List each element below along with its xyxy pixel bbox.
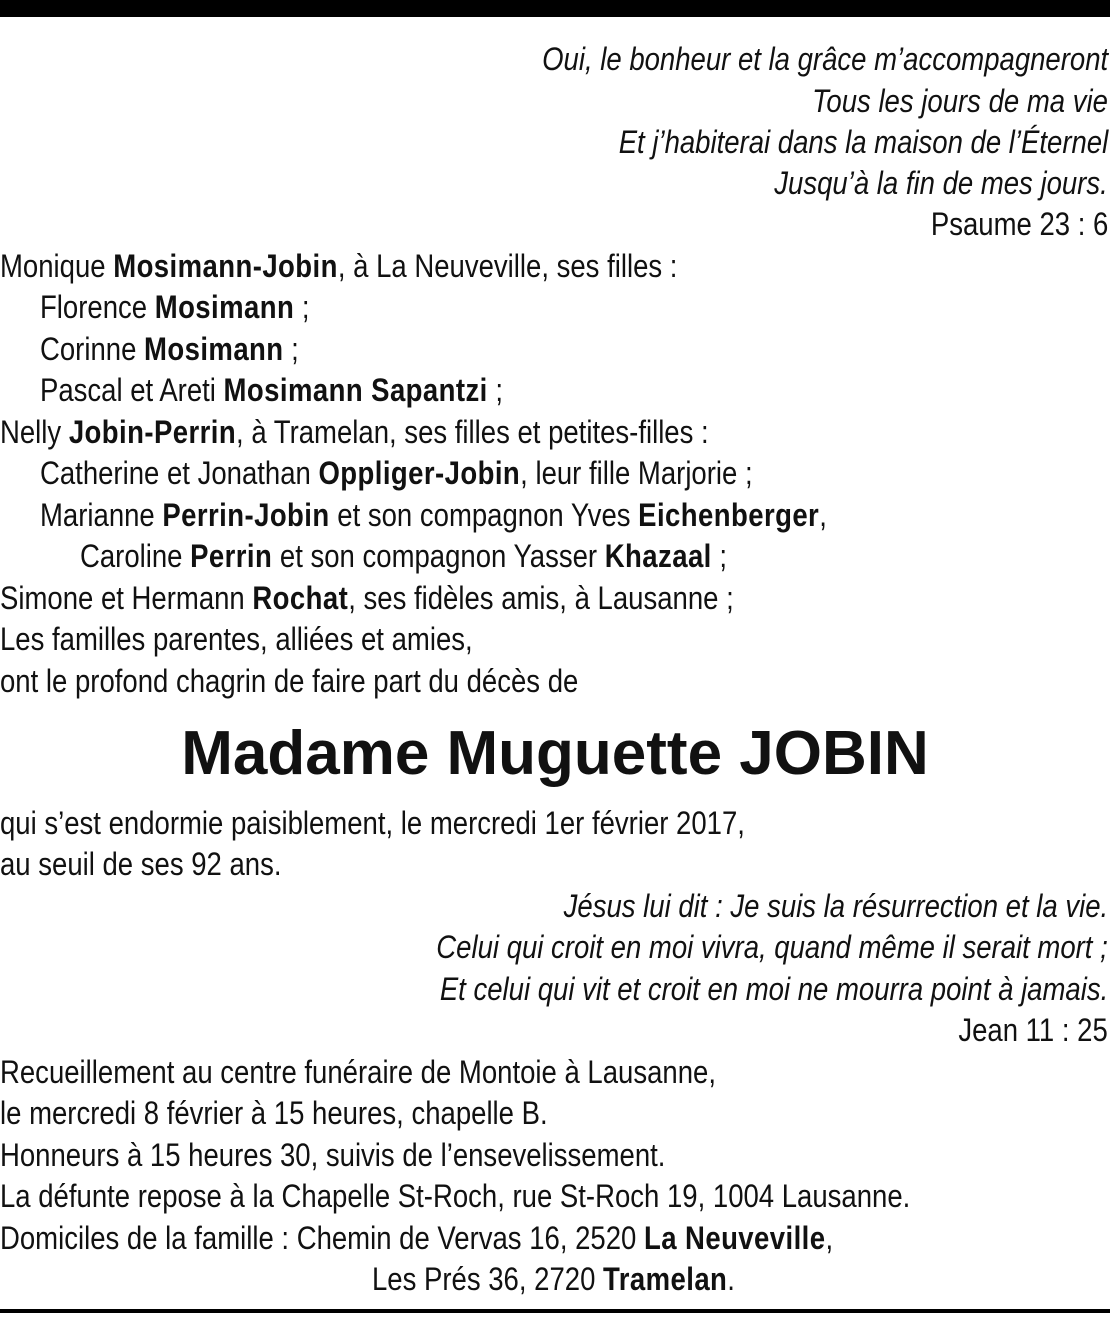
verse-line: Et j’habiterai dans la maison de l’Éternel [618, 124, 1108, 160]
family-line-pascal: Pascal et Areti Mosimann Sapantzi ; [40, 372, 504, 408]
service-line: Recueillement au centre funéraire de Montoie à Lausanne, [0, 1054, 716, 1090]
verse-line: Jusqu’à la fin de mes jours. [774, 165, 1108, 201]
bottom-rule [0, 1309, 1110, 1313]
verse-line: Jésus lui dit : Je suis la résurrection et la vie. [563, 888, 1108, 924]
domiciles-line: Domiciles de la famille : Chemin de Vervas 16, 2520 La Neuveville, [0, 1220, 834, 1256]
family-line-corinne: Corinne Mosimann ; [40, 331, 299, 367]
announce-line: ont le profond chagrin de faire part du décès de [0, 663, 579, 699]
top-rule [0, 0, 1110, 17]
verse-reference: Psaume 23 : 6 [930, 206, 1108, 242]
family-line-catherine: Catherine et Jonathan Oppliger-Jobin, leur fille Marjorie ; [40, 455, 753, 491]
death-line: qui s’est endormie paisiblement, le mercredi 1er février 2017, [0, 805, 745, 841]
family-line-monique: Monique Mosimann-Jobin, à La Neuveville, ses filles : [0, 248, 678, 284]
verse-line: Oui, le bonheur et la grâce m’accompagneront [541, 41, 1108, 77]
service-line: Honneurs à 15 heures 30, suivis de l’ensevelissement. [0, 1137, 666, 1173]
family-line-marianne: Marianne Perrin-Jobin et son compagnon Yves Eichenberger, [40, 497, 827, 533]
families-line: Les familles parentes, alliées et amies, [0, 621, 473, 657]
age-line: au seuil de ses 92 ans. [0, 846, 282, 882]
service-line: La défunte repose à la Chapelle St-Roch, rue St-Roch 19, 1004 Lausanne. [0, 1178, 911, 1214]
verse-line: Et celui qui vit et croit en moi ne mourra point à jamais. [439, 971, 1108, 1007]
family-line-simone: Simone et Hermann Rochat, ses fidèles amis, à Lausanne ; [0, 580, 734, 616]
verse-line: Celui qui croit en moi vivra, quand même il serait mort ; [436, 929, 1108, 965]
verse-reference: Jean 11 : 25 [958, 1012, 1108, 1048]
family-line-nelly: Nelly Jobin-Perrin, à Tramelan, ses filles et petites-filles : [0, 414, 709, 450]
service-line: le mercredi 8 février à 15 heures, chapelle B. [0, 1095, 548, 1131]
domiciles-line-2: Les Prés 36, 2720 Tramelan. [372, 1261, 735, 1297]
deceased-name: Madame Muguette JOBIN [181, 719, 929, 788]
verse-line: Tous les jours de ma vie [812, 83, 1108, 119]
family-line-caroline: Caroline Perrin et son compagnon Yasser Khazaal ; [80, 538, 728, 574]
family-line-florence: Florence Mosimann ; [40, 289, 310, 325]
